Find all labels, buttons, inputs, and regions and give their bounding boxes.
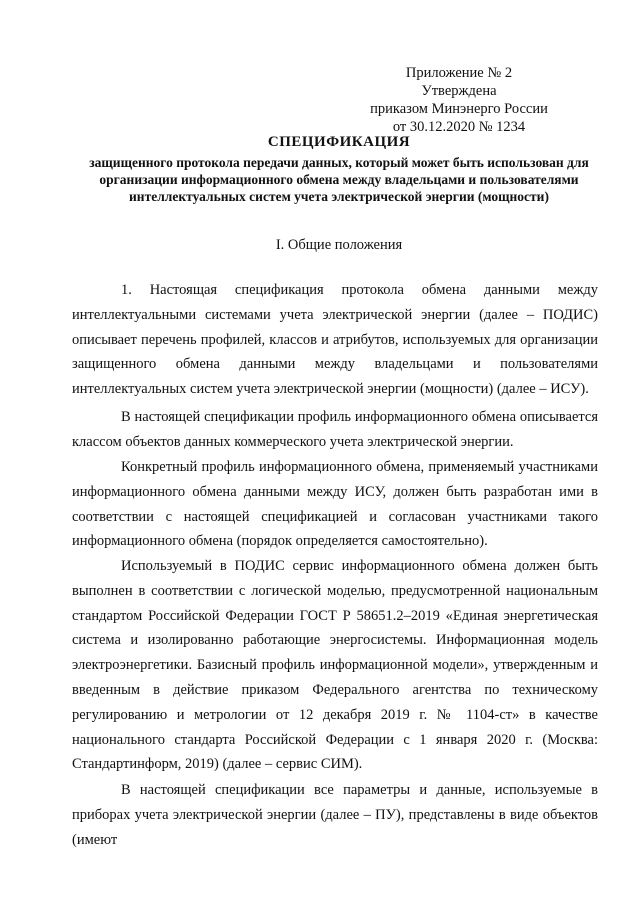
paragraph-4: Используемый в ПОДИС сервис информационного обмена должен быть выполнен в соответствии с логической моделью, предусмотренной национальным стандартом Российской Федерации ГОСТ Р 58651.2–2019 «Единая энергетическая система и изолированно работающие энергосистемы. Информационная модель электроэнергетики. Базисный профиль информационной модели», утвержденным и введенным в действие приказом Федерального агентства по техническому регулированию и метрологии от 12 декабря 2019 г. № 1104-ст» в качестве национального стандарта Российской Федерации с 1 января 2020 г. (Москва: Стандартинформ, 2019) (далее – сервис СИМ). [72,558,598,773]
paragraph-1: 1. Настоящая спецификация протокола обмена данными между интеллектуальными системами учета электрической энергии (далее – ПОДИС) описывает перечень профилей, классов и атрибутов, используемых для организации защищенного обмена данными между владельцами и пользователями интеллектуальных систем учета электрической энергии (мощности) (далее – ИСУ). [72,282,598,398]
approved-label: Утверждена [421,83,497,99]
appendix-number: Приложение № 2 [405,65,513,81]
paragraph-3: Конкретный профиль информационного обмена, применяемый участниками информационного обмена данными между ИСУ, должен быть разработан ими в соответствии с настоящей спецификацией и согласован участниками такого информационного обмена (порядок определяется самостоятельно). [72,459,598,550]
paragraph-5: В настоящей спецификации все параметры и данные, используемые в приборах учета электрической энергии (далее – ПУ), представлены в виде объектов (имеют [72,782,598,848]
document-subtitle: защищенного протокола передачи данных, который может быть использован для организации информационного обмена между владельцами и пользователями интеллектуальных систем учета электрической энергии (мощности) [89,155,589,204]
order-date-number: от 30.12.2020 № 1234 [392,119,526,135]
approval-stamp [330,64,588,136]
document-title: СПЕЦИФИКАЦИЯ [267,134,411,150]
paragraph-2: В настоящей спецификации профиль информационного обмена описывается классом объектов данных коммерческого учета электрической энергии. [72,409,598,450]
document-title-block [60,133,618,205]
section-heading: I. Общие положения [275,237,403,253]
approved-by-order: приказом Минэнерго России [370,101,548,117]
